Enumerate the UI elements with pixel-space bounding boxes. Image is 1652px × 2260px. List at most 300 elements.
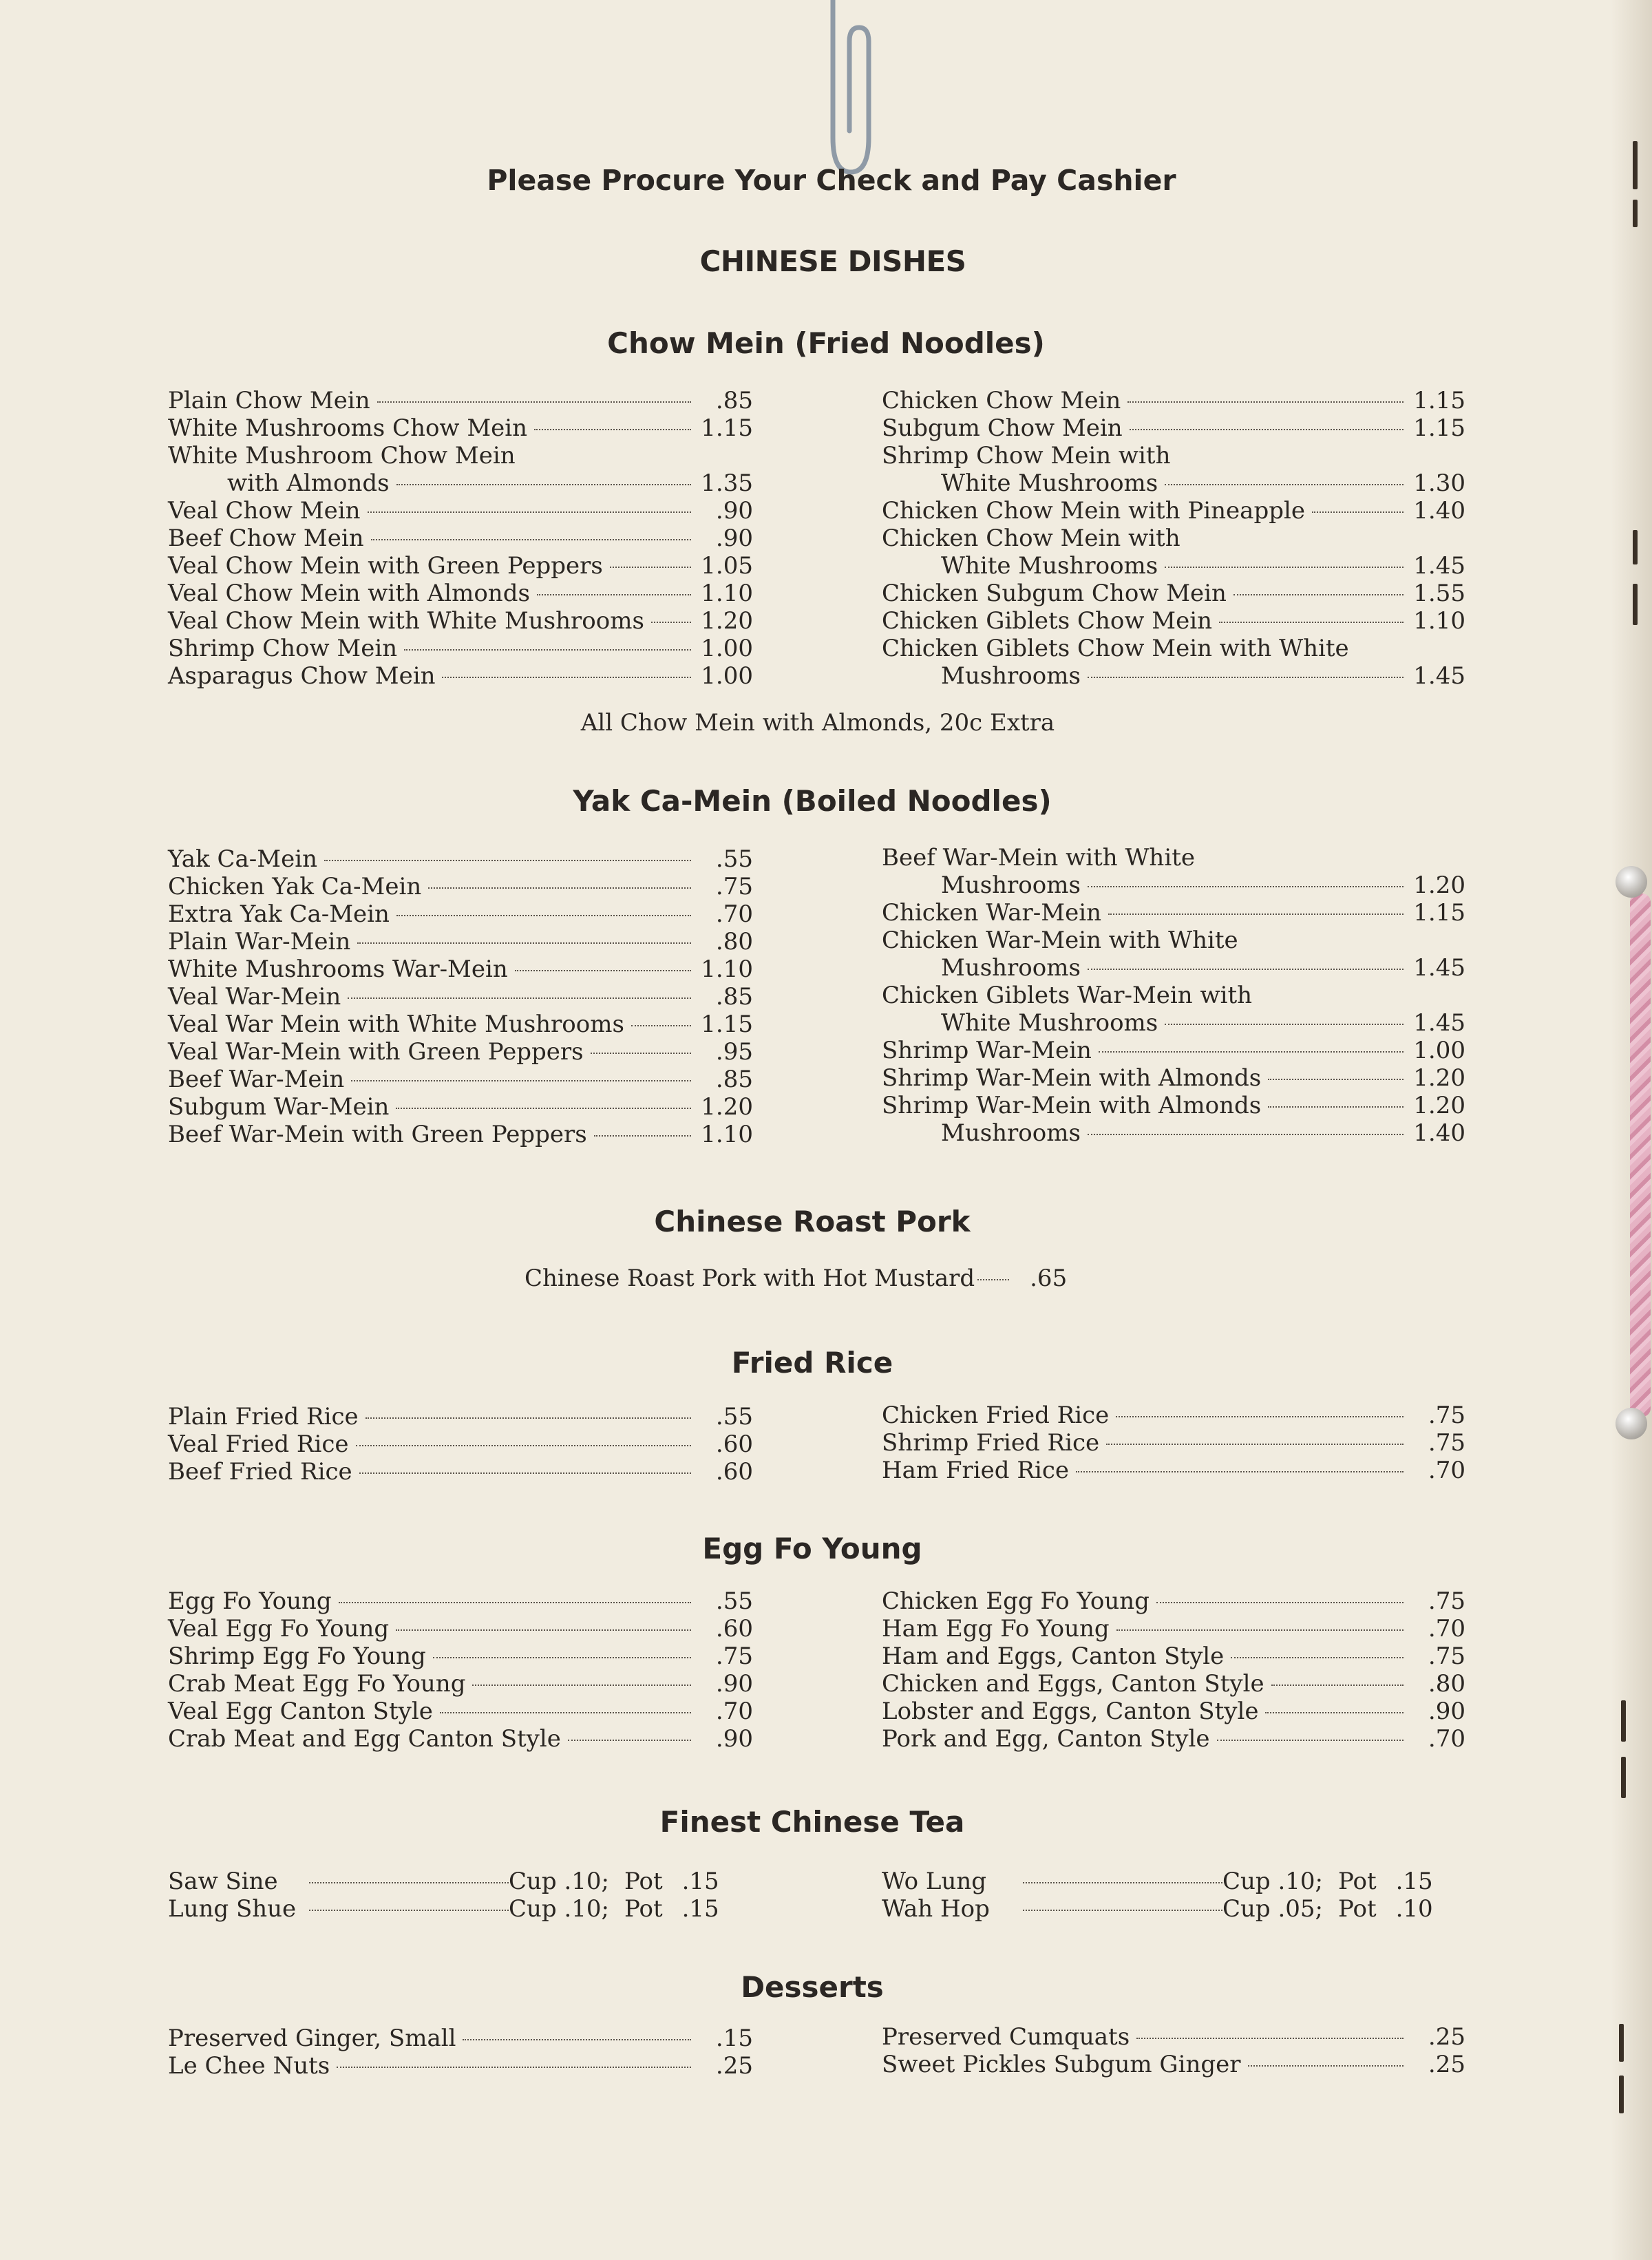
menu-item-price: .75	[1428, 1587, 1465, 1615]
dot-leader	[1271, 1685, 1404, 1686]
menu-item-price: 1.15	[1413, 387, 1465, 414]
dot-leader	[1088, 1134, 1404, 1135]
menu-item	[168, 1038, 753, 1066]
pay-cashier-notice: Please Procure Your Check and Pay Cashier	[487, 164, 1176, 197]
menu-item	[168, 1615, 753, 1643]
dot-leader	[463, 2039, 691, 2040]
dot-leader	[594, 1135, 691, 1137]
binder-ring	[1616, 1408, 1647, 1439]
menu-item-name: Lobster and Eggs, Canton Style	[882, 1698, 1259, 1725]
chow-mein-left-list	[168, 387, 753, 690]
dot-leader	[472, 1685, 691, 1686]
fried-rice-right-list	[882, 1402, 1465, 1484]
menu-item-name: Shrimp Fried Rice	[882, 1429, 1100, 1457]
menu-item-price: 1.30	[1413, 469, 1465, 497]
menu-item	[168, 552, 753, 580]
menu-item-name: Chicken Chow Mein with Pineapple	[882, 497, 1305, 525]
tea-pot-price: .15	[1395, 1868, 1433, 1895]
menu-item	[882, 1009, 1465, 1037]
menu-item-name: Mushrooms	[941, 954, 1081, 982]
menu-item-name: Veal War-Mein with Green Peppers	[168, 1038, 584, 1066]
dot-leader	[324, 860, 691, 861]
menu-item-price: 1.45	[1413, 1009, 1465, 1037]
section-title-yak-ca-mein: Yak Ca-Mein (Boiled Noodles)	[573, 784, 1052, 818]
menu-item-price: .25	[1428, 2023, 1465, 2051]
menu-item-price: .80	[1428, 1670, 1465, 1698]
menu-item	[882, 414, 1465, 442]
binder-mark	[1619, 2024, 1624, 2062]
menu-item	[882, 1725, 1465, 1753]
menu-item-price: 1.15	[1413, 414, 1465, 442]
menu-item-name: Chicken Chow Mein with	[882, 525, 1180, 552]
menu-item-price: 1.20	[701, 607, 753, 635]
menu-item	[882, 1587, 1465, 1615]
menu-item-name: Chicken War-Mein with White	[882, 927, 1238, 954]
menu-item-name: Chicken Giblets War-Mein with	[882, 982, 1253, 1009]
dot-leader	[1165, 1024, 1404, 1025]
tea-pot-price: .15	[681, 1868, 719, 1895]
menu-item	[168, 1066, 753, 1093]
menu-item-price: .75	[715, 1643, 753, 1670]
menu-item-name: White Mushrooms War-Mein	[168, 955, 508, 983]
menu-item	[168, 1698, 753, 1725]
menu-item-name: Shrimp Chow Mein with	[882, 442, 1171, 469]
menu-item-price: 1.05	[701, 552, 753, 580]
dot-leader	[1099, 1051, 1404, 1053]
menu-item-name: Beef War-Mein with Green Peppers	[168, 1121, 587, 1148]
dot-leader	[977, 1279, 1009, 1280]
menu-item-price: 1.15	[1413, 899, 1465, 927]
tea-item-name: Wah Hop	[882, 1895, 990, 1923]
menu-item-price: 1.00	[701, 635, 753, 662]
menu-item-name: Subgum War-Mein	[168, 1093, 390, 1121]
desserts-left-list	[168, 2025, 753, 2080]
menu-item	[882, 525, 1465, 552]
menu-item-name: Preserved Cumquats	[882, 2023, 1130, 2051]
dot-leader	[309, 1882, 509, 1883]
menu-item-price: .75	[715, 873, 753, 900]
menu-item-name: Shrimp War-Mein with Almonds	[882, 1092, 1262, 1119]
dot-leader	[442, 677, 691, 678]
menu-item	[168, 662, 753, 690]
menu-item-name: Veal Chow Mein with Green Peppers	[168, 552, 603, 580]
section-title-roast-pork: Chinese Roast Pork	[654, 1205, 971, 1238]
menu-item	[168, 1670, 753, 1698]
dot-leader	[1127, 401, 1404, 403]
menu-item	[168, 2052, 753, 2080]
menu-item-name: Asparagus Chow Mein	[168, 662, 436, 690]
menu-item	[882, 1457, 1465, 1484]
dot-leader	[348, 997, 691, 999]
menu-item-price: 1.45	[1413, 662, 1465, 690]
dot-leader	[1268, 1079, 1404, 1080]
menu-item-name: Beef War-Mein	[168, 1066, 345, 1093]
dot-leader	[309, 1910, 509, 1911]
dot-leader	[1268, 1106, 1404, 1108]
menu-item-price: 1.45	[1413, 552, 1465, 580]
menu-item-price: .75	[1428, 1643, 1465, 1670]
menu-item-name: White Mushrooms	[941, 552, 1158, 580]
menu-item	[168, 387, 753, 414]
menu-item-price: 1.20	[1413, 1092, 1465, 1119]
tea-left-list	[168, 1868, 753, 1923]
tea-item-name: Wo Lung	[882, 1868, 987, 1895]
dot-leader	[1248, 2065, 1404, 2067]
menu-item	[168, 1458, 753, 1486]
dot-leader	[1233, 594, 1404, 595]
menu-item-name: Plain War-Mein	[168, 928, 351, 955]
menu-item-name: Shrimp War-Mein	[882, 1037, 1092, 1064]
menu-item	[882, 982, 1465, 1009]
dot-leader	[651, 622, 691, 623]
menu-item	[882, 552, 1465, 580]
menu-item-price: .90	[715, 525, 753, 552]
menu-item-price: .60	[715, 1430, 753, 1458]
menu-item-name: Chicken Chow Mein	[882, 387, 1121, 414]
menu-item-name: White Mushrooms	[941, 1009, 1158, 1037]
menu-item	[168, 1430, 753, 1458]
dot-leader	[1116, 1416, 1404, 1417]
menu-item-price: .25	[1428, 2051, 1465, 2078]
egg-fo-young-right-list	[882, 1587, 1465, 1753]
menu-item-name: Beef Chow Mein	[168, 525, 364, 552]
dot-leader	[433, 1657, 691, 1658]
menu-item	[168, 983, 753, 1011]
menu-item-name: Preserved Ginger, Small	[168, 2025, 456, 2052]
tea-pot-label: Pot	[1338, 1868, 1377, 1895]
menu-item-name: Crab Meat and Egg Canton Style	[168, 1725, 561, 1753]
tea-cup-price: Cup .10;	[509, 1895, 610, 1923]
paperclip-icon	[818, 0, 880, 186]
menu-item-price: .85	[715, 387, 753, 414]
menu-item	[882, 899, 1465, 927]
dot-leader	[1165, 484, 1404, 485]
menu-item-price: .70	[715, 1698, 753, 1725]
menu-item-price: 1.20	[1413, 872, 1465, 899]
tea-pot-price: .15	[681, 1895, 719, 1923]
menu-item-name: Mushrooms	[941, 872, 1081, 899]
menu-item	[882, 1698, 1465, 1725]
menu-item-price: .75	[1428, 1429, 1465, 1457]
menu-item	[882, 387, 1465, 414]
menu-item	[882, 469, 1465, 497]
dot-leader	[1088, 969, 1404, 970]
section-title-fried-rice: Fried Rice	[731, 1346, 893, 1380]
dot-leader	[377, 401, 691, 403]
menu-item	[882, 1402, 1465, 1429]
dot-leader	[396, 1629, 691, 1631]
menu-item	[168, 873, 753, 900]
menu-item-name: Ham and Eggs, Canton Style	[882, 1643, 1225, 1670]
menu-item	[882, 1119, 1465, 1147]
menu-item-price: 1.10	[701, 580, 753, 607]
desserts-right-list	[882, 2023, 1465, 2078]
dot-leader	[631, 1025, 691, 1026]
menu-item-price: 1.40	[1413, 1119, 1465, 1147]
menu-item	[882, 844, 1465, 872]
dot-leader	[337, 2067, 691, 2068]
menu-item	[168, 928, 753, 955]
menu-item	[168, 2025, 753, 2052]
tea-cup-price: Cup .10;	[509, 1868, 610, 1895]
tea-pot-label: Pot	[1338, 1895, 1377, 1923]
egg-fo-young-left-list	[168, 1587, 753, 1753]
dot-leader	[1265, 1712, 1404, 1713]
menu-item	[168, 414, 753, 442]
menu-item	[882, 954, 1465, 982]
menu-item-price: .55	[715, 1587, 753, 1615]
binder-ring	[1616, 866, 1647, 898]
menu-item	[882, 1429, 1465, 1457]
menu-item-price: .70	[1428, 1615, 1465, 1643]
dot-leader	[1231, 1657, 1404, 1658]
menu-item	[882, 1615, 1465, 1643]
tea-item-name: Saw Sine	[168, 1868, 278, 1895]
menu-item	[168, 1011, 753, 1038]
menu-item	[882, 1037, 1465, 1064]
menu-item-name: Plain Chow Mein	[168, 387, 370, 414]
dot-leader	[1076, 1471, 1404, 1472]
menu-item-name: Veal Egg Canton Style	[168, 1698, 433, 1725]
dot-leader	[359, 1472, 691, 1474]
menu-item-name: with Almonds	[227, 469, 390, 497]
menu-item-price: .70	[1428, 1725, 1465, 1753]
menu-item-name: Ham Egg Fo Young	[882, 1615, 1110, 1643]
menu-item	[168, 442, 753, 469]
menu-item-name: Chicken and Eggs, Canton Style	[882, 1670, 1264, 1698]
tea-item	[168, 1895, 753, 1923]
menu-item-price: .90	[1428, 1698, 1465, 1725]
menu-item-name: Chicken Giblets Chow Mein with White	[882, 635, 1349, 662]
menu-item-price: 1.10	[701, 955, 753, 983]
dot-leader	[610, 567, 691, 568]
binder-mark	[1621, 1757, 1626, 1798]
menu-item	[882, 872, 1465, 899]
menu-item	[168, 845, 753, 873]
menu-item-name: Crab Meat Egg Fo Young	[168, 1670, 466, 1698]
menu-item	[168, 955, 753, 983]
tea-item	[168, 1868, 753, 1895]
menu-item	[882, 1643, 1465, 1670]
dot-leader	[396, 915, 691, 916]
yak-ca-mein-left-list	[168, 845, 753, 1148]
menu-item-name: Chicken Giblets Chow Mein	[882, 607, 1212, 635]
dot-leader	[396, 1108, 691, 1109]
menu-item	[168, 607, 753, 635]
binder-mark	[1621, 1700, 1626, 1742]
menu-item	[882, 2023, 1465, 2051]
tea-cup-price: Cup .05;	[1222, 1895, 1324, 1923]
menu-item-name: White Mushroom Chow Mein	[168, 442, 516, 469]
roast-pork-price: .65	[1030, 1265, 1068, 1292]
menu-item-name: Beef War-Mein with White	[882, 844, 1195, 872]
dot-leader	[591, 1053, 691, 1054]
dot-leader	[1136, 2038, 1404, 2039]
menu-item-name: Veal Fried Rice	[168, 1430, 349, 1458]
section-title-tea: Finest Chinese Tea	[659, 1805, 965, 1839]
dot-leader	[1130, 429, 1404, 430]
menu-item-price: .70	[715, 900, 753, 928]
menu-item-name: Beef Fried Rice	[168, 1458, 352, 1486]
menu-item-price: 1.35	[701, 469, 753, 497]
dot-leader	[368, 511, 691, 513]
menu-item-name: Veal War-Mein	[168, 983, 341, 1011]
menu-item	[168, 525, 753, 552]
menu-item-price: .80	[715, 928, 753, 955]
dot-leader	[440, 1712, 691, 1713]
dot-leader	[1116, 1629, 1404, 1631]
binder-mark	[1619, 2076, 1624, 2113]
dot-leader	[357, 942, 691, 944]
menu-item-price: 1.15	[701, 414, 753, 442]
tea-right-list	[882, 1868, 1465, 1923]
dot-leader	[1088, 677, 1404, 678]
menu-item-price: .90	[715, 1670, 753, 1698]
binder-mark	[1633, 200, 1638, 227]
menu-item-name: Chicken Subgum Chow Mein	[882, 580, 1227, 607]
menu-item-name: Egg Fo Young	[168, 1587, 332, 1615]
tea-cup-price: Cup .10;	[1222, 1868, 1324, 1895]
dot-leader	[1023, 1910, 1222, 1911]
menu-item-price: .90	[715, 497, 753, 525]
menu-item-name: Chicken Fried Rice	[882, 1402, 1110, 1429]
dot-leader	[1312, 511, 1404, 513]
menu-item	[882, 635, 1465, 662]
dot-leader	[428, 887, 691, 889]
menu-item-price: .15	[715, 2025, 753, 2052]
menu-item	[882, 927, 1465, 954]
menu-item-name: Veal Egg Fo Young	[168, 1615, 390, 1643]
menu-item-price: .60	[715, 1615, 753, 1643]
dot-leader	[351, 1080, 691, 1081]
tea-item-name: Lung Shue	[168, 1895, 297, 1923]
dot-leader	[404, 649, 691, 651]
menu-item-price: .55	[715, 845, 753, 873]
menu-item	[882, 2051, 1465, 2078]
fried-rice-left-list	[168, 1403, 753, 1486]
dot-leader	[366, 1417, 691, 1419]
menu-item-name: Veal War Mein with White Mushrooms	[168, 1011, 624, 1038]
dot-leader	[534, 429, 691, 430]
chow-mein-note: All Chow Mein with Almonds, 20c Extra	[580, 709, 1055, 737]
section-title-chow-mein: Chow Mein (Fried Noodles)	[607, 326, 1045, 360]
menu-item	[882, 497, 1465, 525]
menu-item-name: Ham Fried Rice	[882, 1457, 1070, 1484]
menu-item-price: 1.10	[701, 1121, 753, 1148]
section-title-egg-fo-young: Egg Fo Young	[702, 1532, 922, 1565]
menu-item	[168, 1643, 753, 1670]
menu-item-price: 1.45	[1413, 954, 1465, 982]
menu-item	[882, 607, 1465, 635]
menu-item-price: .90	[715, 1725, 753, 1753]
dot-leader	[1217, 1740, 1404, 1741]
dot-leader	[339, 1602, 691, 1603]
category-title: CHINESE DISHES	[699, 244, 966, 278]
dot-leader	[1108, 913, 1404, 915]
dot-leader	[1023, 1882, 1222, 1883]
menu-item-price: .60	[715, 1458, 753, 1486]
menu-item-price: 1.20	[701, 1093, 753, 1121]
menu-item	[168, 580, 753, 607]
menu-item-price: 1.20	[1413, 1064, 1465, 1092]
menu-item-price: 1.00	[1413, 1037, 1465, 1064]
menu-item	[168, 469, 753, 497]
menu-item-name: Veal Chow Mein with Almonds	[168, 580, 530, 607]
dot-leader	[537, 594, 691, 595]
menu-item-name: Shrimp Chow Mein	[168, 635, 398, 662]
section-title-desserts: Desserts	[741, 1970, 884, 2004]
menu-item-name: Yak Ca-Mein	[168, 845, 317, 873]
dot-leader	[1106, 1444, 1404, 1445]
menu-item-name: Mushrooms	[941, 662, 1081, 690]
menu-item-name: Plain Fried Rice	[168, 1403, 359, 1430]
dot-leader	[396, 484, 691, 485]
menu-item	[882, 1064, 1465, 1092]
menu-item-price: .85	[715, 1066, 753, 1093]
menu-item-price: 1.15	[701, 1011, 753, 1038]
binder-mark	[1633, 530, 1638, 564]
menu-item	[168, 1093, 753, 1121]
menu-item-price: .85	[715, 983, 753, 1011]
menu-item-price: 1.55	[1413, 580, 1465, 607]
menu-item	[168, 900, 753, 928]
menu-item-name: Extra Yak Ca-Mein	[168, 900, 390, 928]
menu-item	[168, 1403, 753, 1430]
menu-item-price: .95	[715, 1038, 753, 1066]
menu-item	[882, 1092, 1465, 1119]
roast-pork-item	[525, 1265, 1067, 1292]
tea-item	[882, 1868, 1465, 1895]
roast-pork-name: Chinese Roast Pork with Hot Mustard	[525, 1265, 975, 1292]
menu-item-name: Pork and Egg, Canton Style	[882, 1725, 1210, 1753]
tea-pot-price: .10	[1395, 1895, 1433, 1923]
dot-leader	[1219, 622, 1404, 623]
menu-item-price: 1.10	[1413, 607, 1465, 635]
menu-item-name: Le Chee Nuts	[168, 2052, 330, 2080]
chow-mein-right-list	[882, 387, 1465, 690]
tea-pot-label: Pot	[624, 1895, 663, 1923]
menu-item-name: Veal Chow Mein	[168, 497, 361, 525]
dot-leader	[371, 539, 691, 540]
menu-item	[882, 580, 1465, 607]
menu-item	[882, 1670, 1465, 1698]
menu-item	[882, 662, 1465, 690]
dot-leader	[568, 1740, 691, 1741]
menu-item-name: White Mushrooms Chow Mein	[168, 414, 528, 442]
dot-leader	[1088, 886, 1404, 887]
menu-item	[168, 1725, 753, 1753]
menu-item-price: 1.00	[701, 662, 753, 690]
tea-item	[882, 1895, 1465, 1923]
menu-item-name: Sweet Pickles Subgum Ginger	[882, 2051, 1241, 2078]
menu-item-price: .75	[1428, 1402, 1465, 1429]
yak-ca-mein-right-list	[882, 844, 1465, 1147]
menu-item-name: Chicken Yak Ca-Mein	[168, 873, 422, 900]
menu-item-price: .25	[715, 2052, 753, 2080]
menu-item-price: .55	[715, 1403, 753, 1430]
menu-item-name: Shrimp Egg Fo Young	[168, 1643, 426, 1670]
dot-leader	[1156, 1602, 1404, 1603]
menu-item-price: 1.40	[1413, 497, 1465, 525]
tea-pot-label: Pot	[624, 1868, 663, 1895]
menu-item-name: Mushrooms	[941, 1119, 1081, 1147]
menu-item	[168, 1121, 753, 1148]
menu-item-name: Subgum Chow Mein	[882, 414, 1123, 442]
menu-item-name: Chicken War-Mein	[882, 899, 1101, 927]
binder-mark	[1633, 584, 1638, 625]
dot-leader	[1165, 567, 1404, 568]
menu-item-name: White Mushrooms	[941, 469, 1158, 497]
